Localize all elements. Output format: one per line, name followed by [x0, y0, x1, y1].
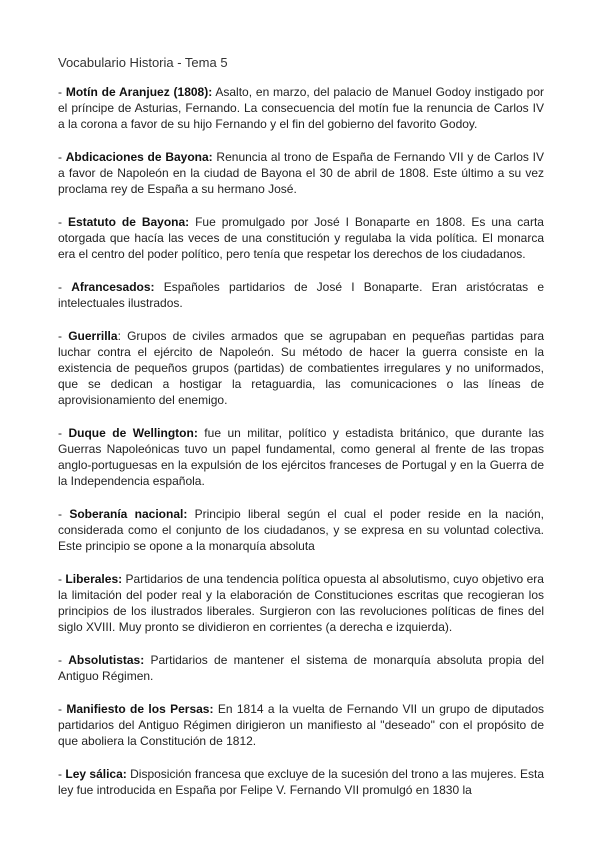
entry-dash: -	[58, 329, 69, 343]
entry-term: Manifiesto de los Persas:	[66, 702, 214, 716]
entry-dash: -	[58, 215, 68, 229]
entry-term: Afrancesados:	[71, 280, 155, 294]
vocabulary-entry	[58, 571, 544, 635]
vocabulary-entry	[58, 506, 544, 554]
entry-dash: -	[58, 507, 70, 521]
entry-dash: -	[58, 280, 72, 294]
entry-dash: -	[58, 572, 66, 586]
entry-term: Ley sálica:	[65, 767, 127, 781]
entry-term: Soberanía nacional:	[69, 507, 188, 521]
entry-term: Estatuto de Bayona:	[67, 215, 190, 229]
entry-definition: Principio liberal según el cual el poder reside en la nación, considerada como el conjunto de los ciudadanos, y se expresa en su voluntad colectiva. Este principio se opone a la monarquía absoluta	[58, 507, 544, 553]
vocabulary-entry	[58, 84, 544, 132]
entry-definition: Españoles partidarios de José I Bonaparte. Eran aristócratas e intelectuales ilustrados.	[58, 280, 544, 310]
entry-term: Liberales:	[65, 572, 123, 586]
entry-term: Abdicaciones de Bayona:	[65, 150, 213, 164]
entry-definition: Partidarios de una tendencia política opuesta al absolutismo, cuyo objetivo era la limitación del poder real y la elaboración de Constituciones escritas que recogieran los principios de los ilustrados liberales. Surgieron con las revoluciones políticas de fines del siglo XVIII. Muy pronto se dividieron en corrientes (a derecha e izquierda).	[58, 572, 544, 634]
entry-dash: -	[58, 653, 69, 667]
vocabulary-entry	[58, 149, 544, 197]
document-page	[58, 55, 544, 815]
entry-dash: -	[58, 85, 66, 99]
entry-term: Duque de Wellington:	[68, 426, 198, 440]
vocabulary-entry	[58, 328, 544, 408]
entry-definition: Disposición francesa que excluye de la sucesión del trono a las mujeres. Esta ley fue introducida en España por Felipe V. Fernando VII promulgó en 1830 la	[58, 767, 544, 797]
vocabulary-entry	[58, 652, 544, 684]
vocabulary-entry	[58, 214, 544, 262]
entry-definition: fue un militar, político y estadista británico, que durante las Guerras Napoleónicas tuvo un papel fundamental, como general al frente de las tropas anglo-portuguesas en la expulsión de los ejércitos franceses de Portugal y en la Guerra de la Independencia española.	[58, 426, 544, 488]
entry-dash: -	[58, 767, 66, 781]
entry-term: Motín de Aranjuez (1808):	[65, 85, 213, 99]
vocabulary-entry	[58, 279, 544, 311]
vocabulary-entry	[58, 701, 544, 749]
vocabulary-list	[58, 84, 544, 798]
vocabulary-entry	[58, 766, 544, 798]
entry-definition: Renuncia al trono de España de Fernando VII y de Carlos IV a favor de Napoleón en la ciudad de Bayona el 30 de abril de 1808. Este último a su vez proclama rey de España a su hermano José.	[58, 150, 544, 196]
entry-definition: Asalto, en marzo, del palacio de Manuel Godoy instigado por el príncipe de Asturias, Fernando. La consecuencia del motín fue la renuncia de Carlos IV a la corona a favor de su hijo Fernando y el fin del gobierno del favorito Godoy.	[58, 85, 544, 131]
entry-dash: -	[58, 702, 67, 716]
entry-definition: Fue promulgado por José I Bonaparte en 1808. Es una carta otorgada que hacía las veces de una constitución y regulaba la vida política. El monarca era el centro del poder político, pero tenía que respetar los derechos de los ciudadanos.	[58, 215, 544, 261]
entry-dash: -	[58, 150, 66, 164]
entry-definition: Partidarios de mantener el sistema de monarquía absoluta propia del Antiguo Régimen.	[58, 653, 544, 683]
entry-definition: : Grupos de civiles armados que se agrupaban en pequeñas partidas para luchar contra el ejército de Napoleón. Su método de hacer la guerra consiste en la existencia de pequeños grupos (partidas) de combatientes irregulares y no uniformados, que se dedican a hostigar la retaguardia, las comunicaciones o las líneas de aprovisionamiento del enemigo.	[58, 329, 544, 407]
document-title: Vocabulario Historia - Tema 5	[58, 55, 228, 70]
entry-term: Absolutistas:	[68, 653, 145, 667]
vocabulary-entry	[58, 425, 544, 489]
entry-term: Guerrilla	[68, 329, 118, 343]
entry-definition: En 1814 a la vuelta de Fernando VII un grupo de diputados partidarios del Antiguo Régimen dirigieron un manifiesto al "deseado" con el propósito de que aboliera la Constitución de 1812.	[58, 702, 544, 748]
entry-dash: -	[58, 426, 69, 440]
